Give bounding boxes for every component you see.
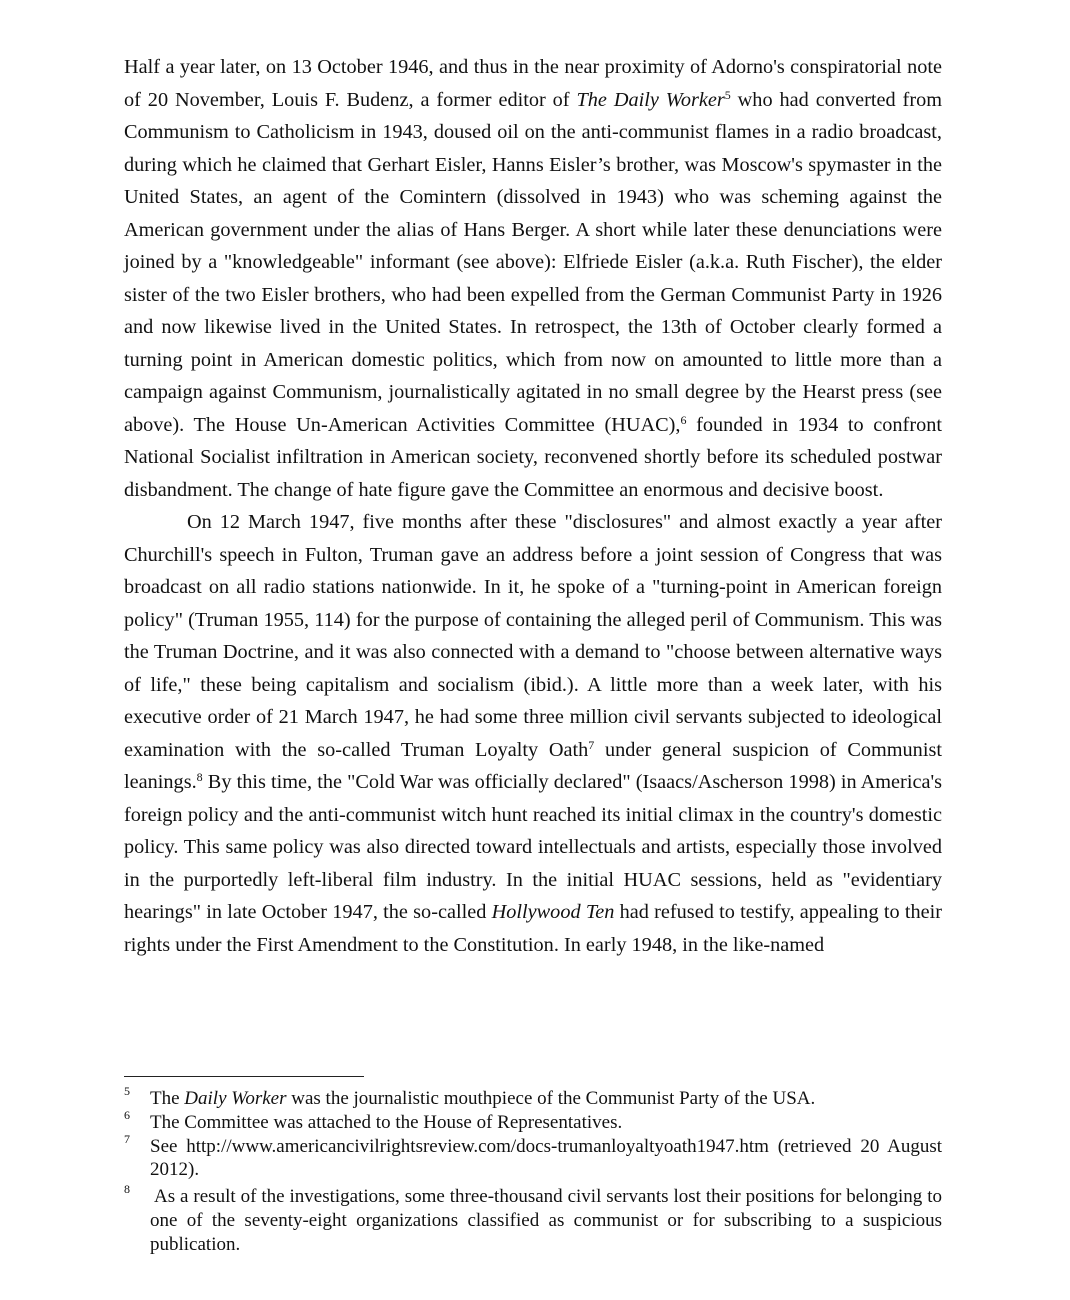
text-run: had refused to testify, appealing to their rights under the First Amendment to the Constitution. In early 1948, in the like-named [124, 901, 942, 956]
footnote-text: The Committee was attached to the House of Representatives. [150, 1111, 623, 1133]
italic-title: Daily Worker [184, 1088, 287, 1109]
italic-title: The Daily Worker [576, 88, 725, 111]
italic-title: Hollywood Ten [491, 901, 615, 923]
footnote-number: 5 [124, 1084, 130, 1098]
footnote-separator [124, 1076, 364, 1077]
footnote-text [150, 1087, 942, 1111]
footnote-5 [124, 1084, 942, 1111]
footnotes [124, 1084, 942, 1257]
footnote-text: See http://www.americancivilrightsreview.com/docs-trumanloyaltyoath1947.htm (retrieved 20 August 2012). [150, 1135, 942, 1181]
text-run: On 12 March 1947, five months after these "disclosures" and almost exactly a year after Churchill's speech in Fulton, Truman gave an address before a joint session of Congress that was broadcast on all radio stations nationwide. In it, he spoke of a "turning-point in American foreign policy" (Truman 1955, 114) for the purpose of containing the alleged peril of Communism. This was the Truman Doctrine, and it was also connected with a demand to "choose between alternative ways of life," these being capitalism and socialism (ibid.). A little more than a week later, with his executive order of 21 March 1947, he had some three million civil servants subjected to ideological examination with the so-called Truman Loyalty Oath [124, 511, 942, 761]
footnote-number: 7 [124, 1131, 130, 1146]
text-run: was the journalistic mouthpiece of the Communist Party of the USA. [286, 1088, 816, 1109]
footnote-8 [124, 1182, 942, 1256]
paragraph-1 [124, 51, 942, 506]
footnote-text: As a result of the investigations, some three-thousand civil servants lost their positions for belonging to one of the seventy-eight organizations classified as communist or for subscribing to a suspicious publication. [150, 1186, 942, 1255]
footnote-ref-6: 6 [680, 412, 687, 427]
footnote-ref-8: 8 [196, 769, 203, 784]
text-run: The [150, 1088, 185, 1109]
paragraph-2 [124, 506, 942, 961]
text-run: founded in 1934 to confront National Socialist infiltration in American society, reconvened shortly before its scheduled postwar disbandment. The change of hate figure gave the Committee an enormous and decisive boost. [124, 413, 942, 501]
footnote-number: 8 [124, 1182, 130, 1197]
text-run: under general suspicion of Communist leanings. [124, 738, 942, 793]
footnote-number: 6 [124, 1107, 130, 1122]
text-run: By this time, the "Cold War was officially declared" (Isaacs/Ascherson 1998) in America's foreign policy and the anti-communist witch hunt reached its initial climax in the country's domestic policy. This same policy was also directed toward intellectuals and artists, especially those involved in the purportedly left-liberal film industry. In the initial HUAC sessions, held as "evidentiary hearings" in late October 1947, the so-called [124, 771, 942, 923]
footnote-ref-7: 7 [588, 737, 595, 752]
footnote-6 [124, 1107, 942, 1135]
footnote-ref-5: 5 [724, 87, 731, 102]
text-run: Half a year later, on 13 October 1946, and thus in the near proximity of Adorno's conspiratorial note of 20 November, Louis F. Budenz, a former editor of [124, 56, 942, 111]
footnote-7 [124, 1131, 942, 1183]
main-text [124, 51, 942, 961]
text-run: who had converted from Communism to Catholicism in 1943, doused oil on the anti-communist flames in a radio broadcast, during which he claimed that Gerhart Eisler, Hanns Eisler’s brother, was Moscow's spymaster in the United States, an agent of the Comintern (dissolved in 1943) who was scheming against the American government under the alias of Hans Berger. A short while later these denunciations were joined by a "knowledgeable" informant (see above): Elfriede Eisler (a.k.a. Ruth Fischer), the elder sister of the two Eisler brothers, who had been expelled from the German Communist Party in 1926 and now likewise lived in the United States. In retrospect, the 13th of October clearly formed a turning point in American domestic politics, which from now on amounted to little more than a campaign against Communism, journalistically agitated in no small degree by the Hearst press (see above). The House Un-American Activities Committee (HUAC), [124, 88, 942, 436]
